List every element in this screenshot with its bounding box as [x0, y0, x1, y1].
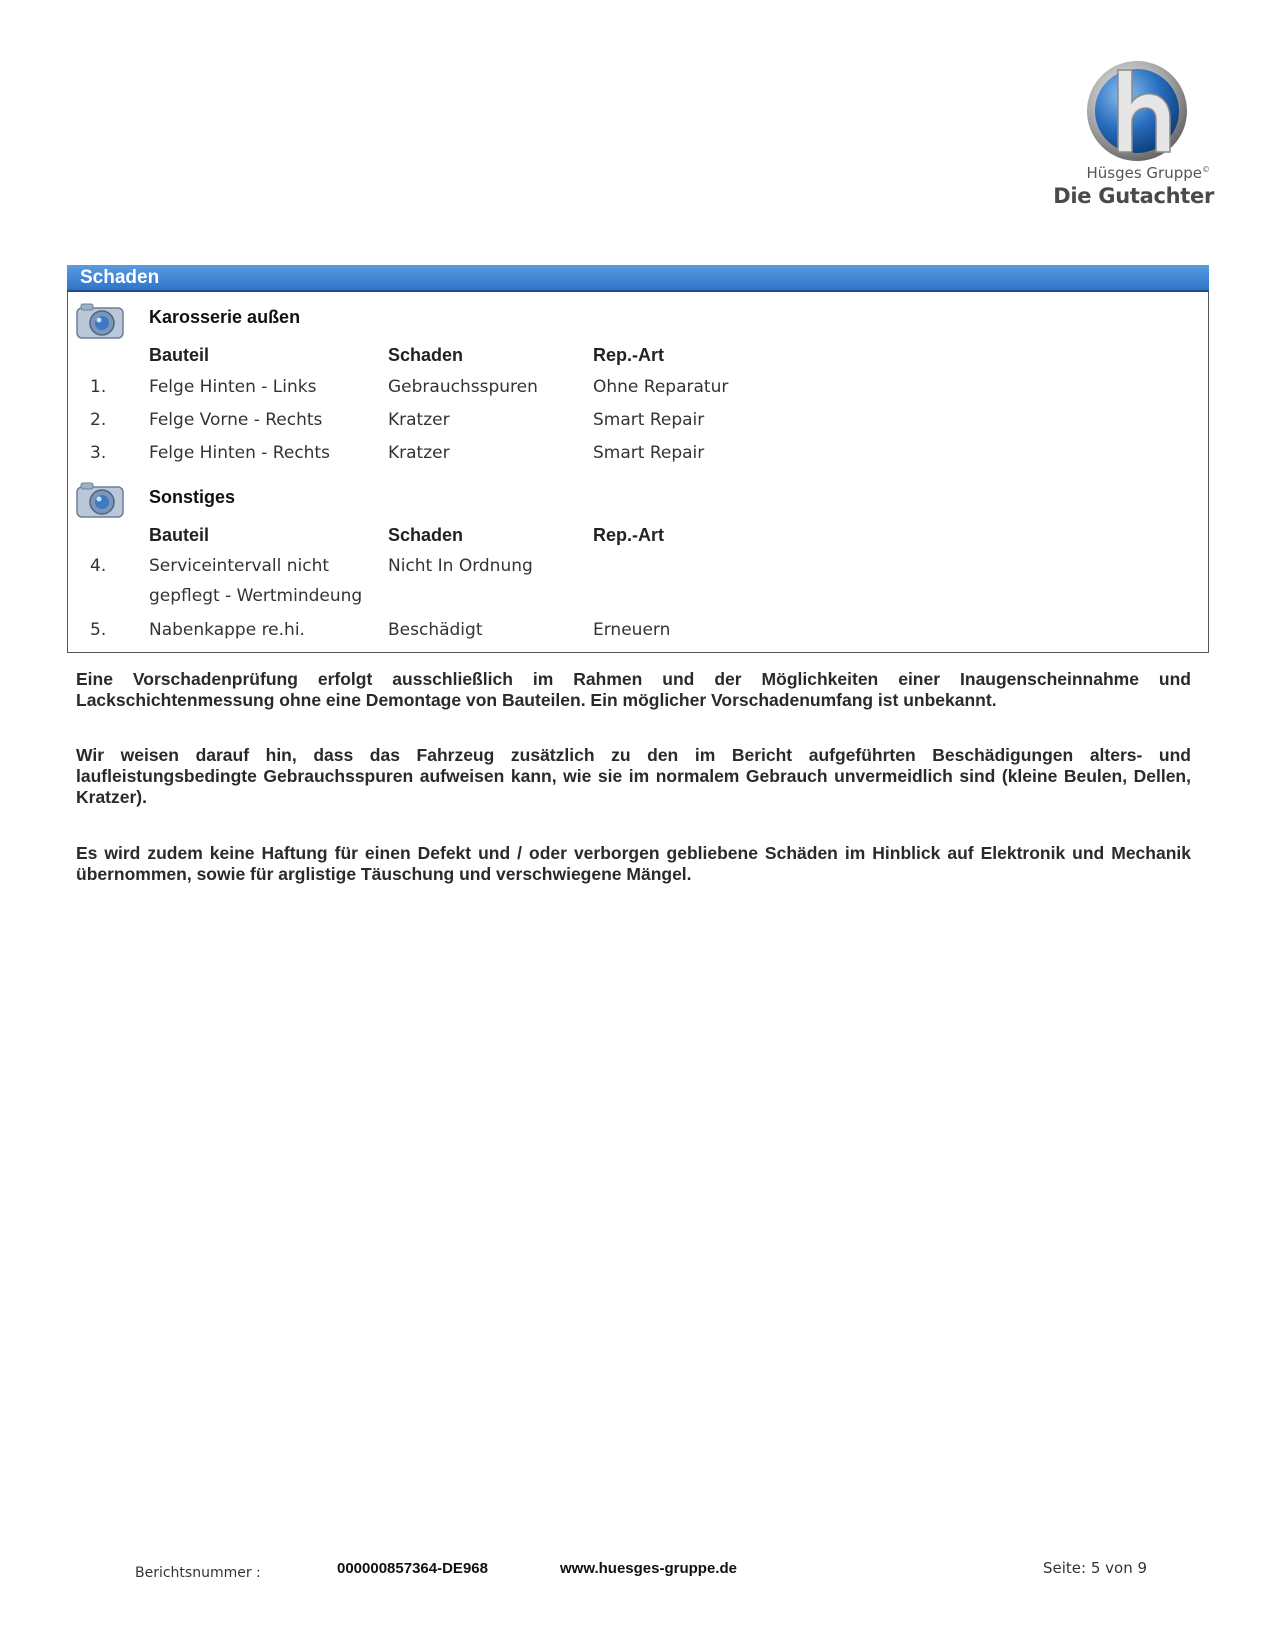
section-title: Schaden — [67, 265, 1209, 292]
row-part: Serviceintervall nicht gepflegt - Wertmindeung — [149, 556, 363, 606]
camera-icon[interactable] — [75, 479, 125, 521]
row-damage: Nicht In Ordnung — [388, 556, 533, 576]
column-header-damage: Schaden — [388, 525, 464, 545]
page-number: Seite: 5 von 9 — [1043, 1559, 1148, 1577]
logo-h-emblem-icon — [1084, 58, 1190, 164]
logo-title: Die Gutachter — [1053, 184, 1214, 208]
disclaimer-paragraph: Eine Vorschadenprüfung erfolgt ausschließlich im Rahmen und der Möglichkeiten einer Inaugenscheinnahme und Lackschichtenmessung ohne eine Demontage von Bauteilen. Ein möglicher Vorschadenumfang ist unbekannt. — [76, 669, 1191, 710]
column-header-damage: Schaden — [388, 345, 464, 365]
row-repair: Smart Repair — [593, 410, 705, 430]
row-part: Felge Vorne - Rechts — [149, 410, 323, 430]
logo-subtitle: Hüsges Gruppe© — [1086, 164, 1210, 182]
disclaimer-paragraph: Es wird zudem keine Haftung für einen Defekt und / oder verborgen gebliebene Schäden im Hinblick auf Elektronik und Mechanik übernommen, sowie für arglistige Täuschung und verschwiegene Mängel. — [76, 843, 1191, 884]
row-repair: Smart Repair — [593, 443, 705, 463]
column-header-repair: Rep.-Art — [593, 345, 664, 365]
row-number: 1. — [90, 377, 107, 397]
column-header-part: Bauteil — [149, 345, 210, 365]
row-part: Felge Hinten - Rechts — [149, 443, 330, 463]
group-title-sonstiges: Sonstiges — [149, 487, 236, 507]
row-damage: Beschädigt — [388, 620, 483, 640]
row-repair: Ohne Reparatur — [593, 377, 729, 397]
report-number-label: Berichtsnummer : — [135, 1565, 261, 1581]
report-number: 000000857364-DE968 — [337, 1560, 488, 1577]
column-header-part: Bauteil — [149, 525, 210, 545]
camera-icon[interactable] — [75, 300, 125, 342]
row-number: 2. — [90, 410, 107, 430]
row-part: Felge Hinten - Links — [149, 377, 317, 397]
row-damage: Kratzer — [388, 410, 450, 430]
column-header-repair: Rep.-Art — [593, 525, 664, 545]
row-number: 4. — [90, 556, 107, 576]
row-part: Nabenkappe re.hi. — [149, 620, 305, 640]
company-logo — [1052, 58, 1222, 218]
group-title-karosserie: Karosserie außen — [149, 307, 301, 327]
damage-table — [67, 292, 1209, 653]
row-damage: Kratzer — [388, 443, 450, 463]
damage-section — [67, 265, 1209, 653]
website-link[interactable]: www.huesges-gruppe.de — [560, 1560, 737, 1577]
row-number: 3. — [90, 443, 107, 463]
row-repair: Erneuern — [593, 620, 671, 640]
disclaimer-paragraph: Wir weisen darauf hin, dass das Fahrzeug zusätzlich zu den im Bericht aufgeführten Beschädigungen alters- und laufleistungsbedingte Gebrauchsspuren aufweisen kann, wie sie im normalem Gebrauch unvermeidlich sind (kleine Beulen, Dellen, Kratzer). — [76, 745, 1191, 807]
row-damage: Gebrauchsspuren — [388, 377, 538, 397]
row-number: 5. — [90, 620, 107, 640]
